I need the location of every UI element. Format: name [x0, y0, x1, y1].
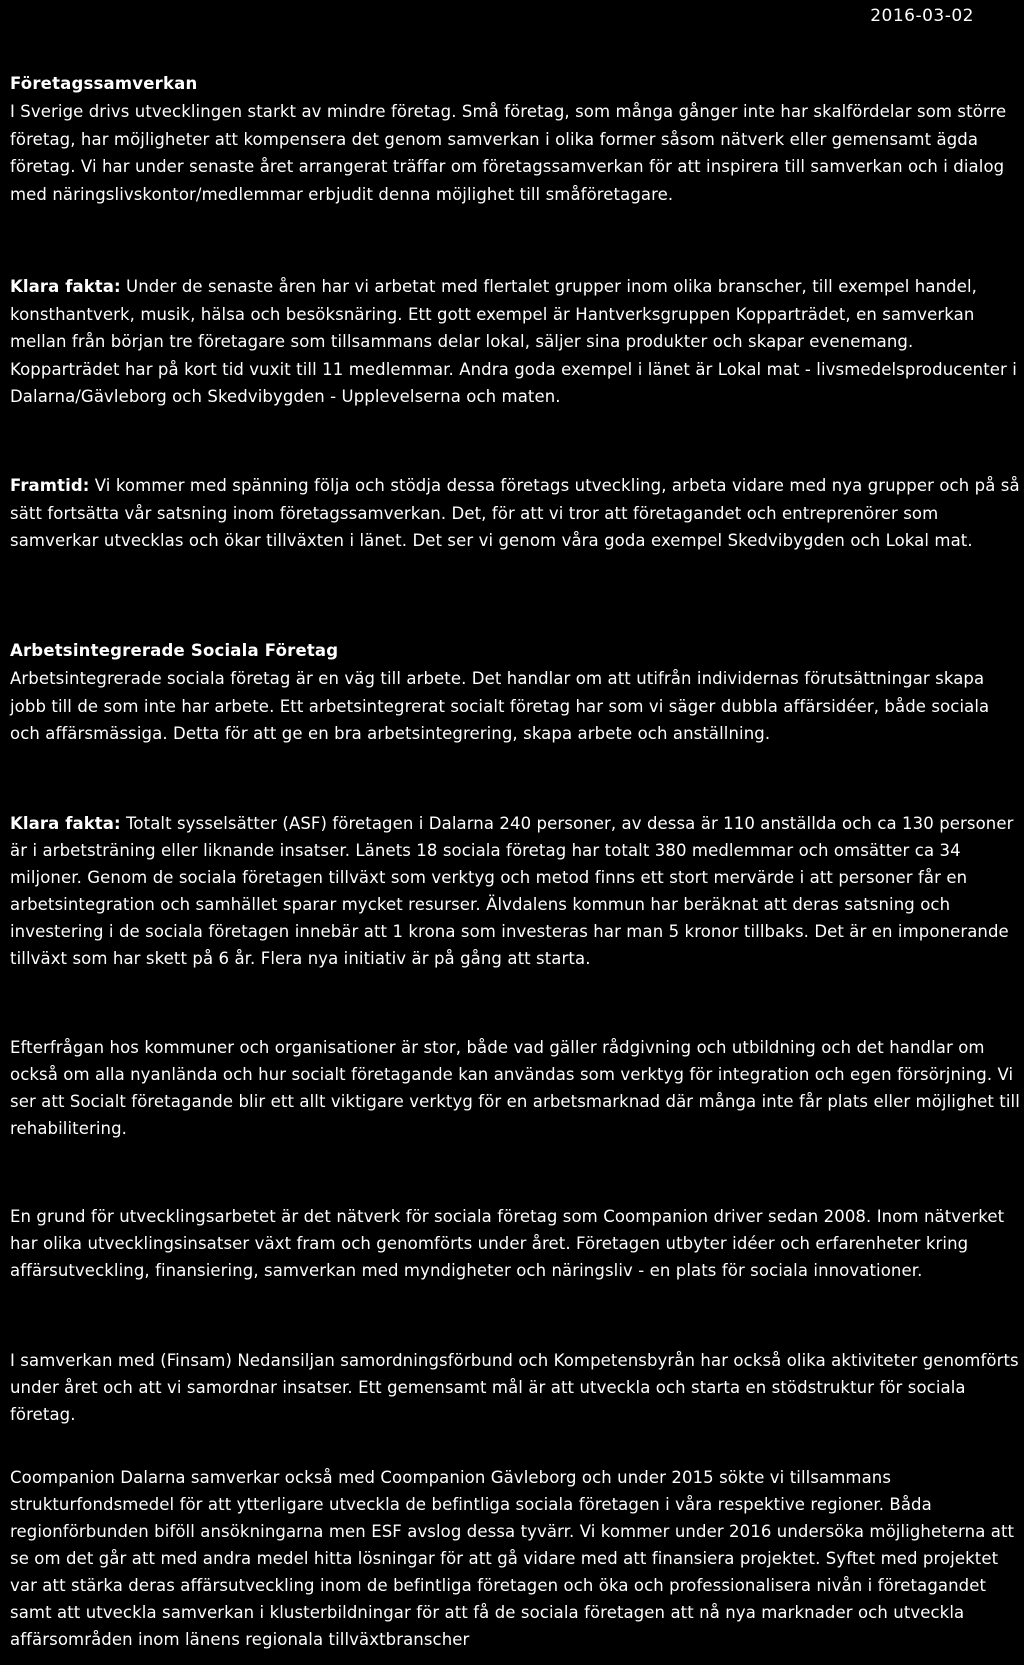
paragraph-finsam: I samverkan med (Finsam) Nedansiljan samordningsförbund och Kompetensbyrån har också olika aktiviteter genomförts under året och att vi samordnar insatser. Ett gemensamt mål är att utveckla och starta en stödstruktur för sociala företag. [10, 1351, 1019, 1424]
facts-label: Klara fakta: [10, 277, 121, 296]
paragraph-facts [10, 810, 1022, 972]
section-asf [10, 640, 1022, 748]
paragraph-intro: Arbetsintegrerade sociala företag är en väg till arbete. Det handlar om att utifrån individernas förutsättningar skapa jobb till de som inte har arbete. Ett arbetsintegrerat socialt företag har som vi säger dubbla affärsidéer, både sociala och affärsmässiga. Detta för att ge en bra arbetsintegrering, skapa arbete och anställning. [10, 669, 990, 743]
paragraph-network: En grund för utvecklingsarbetet är det nätverk för sociala företag som Coompanion driver sedan 2008. Inom nätverket har olika utvecklingsinsatser växt fram och genomförts under året. Företagen utbyter idéer och erfarenheter kring affärsutveckling, finansiering, samverkan med myndigheter och näringsliv - en plats för sociala innovationer. [10, 1207, 1005, 1280]
facts-text: Under de senaste åren har vi arbetat med flertalet grupper inom olika branscher, till exempel handel, konsthantverk, musik, hälsa och besöksnäring. Ett gott exempel är Hantverksgruppen Kopparträdet, en samverkan mellan från början tre företagare som tillsammans delar lokal, säljer sina produkter och skapar evenemang. Kopparträdet har på kort tid vuxit till 11 medlemmar. Andra goda exempel i länet är Lokal mat - livsmedelsproducenter i Dalarna/Gävleborg och Skedvibygden - Upplevelserna och maten. [10, 277, 1017, 406]
section-heading: Arbetsintegrerade Sociala Företag [10, 641, 339, 660]
document-date: 2016-03-02 [870, 6, 974, 26]
paragraph-future [10, 472, 1022, 555]
section-foretagssamverkan-future [10, 472, 1022, 555]
future-label: Framtid: [10, 476, 90, 495]
paragraph-intro: I Sverige drivs utvecklingen starkt av mindre företag. Små företag, som många gånger inte har skalfördelar som större företag, har möjligheter att kompensera det genom samverkan i olika former såsom nätverk eller gemensamt ägda företag. Vi har under senaste året arrangerat träffar om företagssamverkan för att inspirera till samverkan och i dialog med näringslivskontor/medlemmar erbjudit denna möjlighet till småföretagare. [10, 102, 1007, 204]
future-text: Vi kommer med spänning följa och stödja dessa företags utveckling, arbeta vidare med nya grupper och på så sätt fortsätta vår satsning inom företagssamverkan. Det, för att vi tror att företagandet och entreprenörer som samverkar utvecklas och ökar tillväxten i länet. Det ser vi genom våra goda exempel Skedvibygden och Lokal mat. [10, 476, 1020, 550]
paragraph-demand: Efterfrågan hos kommuner och organisationer är stor, både vad gäller rådgivning och utbildning och det handlar om också om alla nyanlända och hur socialt företagande kan användas som verktyg för integration och egen försörjning. Vi ser att Socialt företagande blir ett allt viktigare verktyg för en arbetsmarknad där många inte får plats eller möjlighet till rehabilitering. [10, 1038, 1020, 1138]
facts-label: Klara fakta: [10, 814, 121, 833]
section-heading: Företagssamverkan [10, 74, 198, 93]
section-asf-finsam [10, 1347, 1022, 1428]
paragraph-coompanion: Coompanion Dalarna samverkar också med Coompanion Gävleborg och under 2015 sökte vi tillsammans strukturfondsmedel för att ytterligare utveckla de befintliga sociala företagen i våra respektive regioner. Båda regionförbunden biföll ansökningarna men ESF avslog dessa tyvärr. Vi kommer under 2016 undersöka möjligheterna att se om det går att med andra medel hitta lösningar för att gå vidare med att finansiera projektet. Syftet med projektet var att stärka deras affärsutveckling inom de befintliga företagen och öka och professionalisera nivån i företagandet samt att utveckla samverkan i klusterbildningar för att få de sociala företagen att nå nya marknader och utveckla affärsområden inom länens regionala tillväxtbranscher [10, 1468, 1015, 1649]
section-asf-network [10, 1203, 1022, 1284]
paragraph-facts [10, 273, 1022, 411]
section-asf-coompanion [10, 1464, 1022, 1653]
section-foretagssamverkan-facts [10, 273, 1022, 411]
facts-text: Totalt sysselsätter (ASF) företagen i Dalarna 240 personer, av dessa är 110 anställda och ca 130 personer är i arbetsträning eller liknande insatser. Länets 18 sociala företag har totalt 380 medlemmar och omsätter ca 34 miljoner. Genom de sociala företagen tillväxt som verktyg och metod finns ett stort mervärde i att personer får en arbetsintegration och samhället sparar mycket resurser. Älvdalens kommun har beräknat att deras satsning och investering i de sociala företagen innebär att 1 krona som investeras har man 5 kronor tillbaks. Det är en imponerande tillväxt som har skett på 6 år. Flera nya initiativ är på gång att starta. [10, 814, 1014, 968]
section-asf-demand [10, 1034, 1022, 1142]
section-foretagssamverkan [10, 73, 1022, 208]
section-asf-facts [10, 810, 1022, 972]
